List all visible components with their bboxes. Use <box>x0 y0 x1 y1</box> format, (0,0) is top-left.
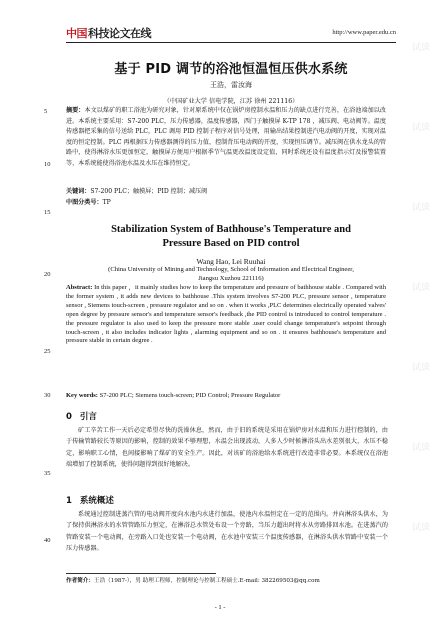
authors-cn: 王浩，雷汝海 <box>210 81 252 89</box>
line-number: 20 <box>44 271 51 278</box>
keywords-en-label: Key words: <box>66 392 98 399</box>
section-number: 1 <box>66 496 72 506</box>
affiliation-en <box>66 266 396 283</box>
footnote-divider <box>66 573 216 574</box>
keywords-en-text: S7-200 PLC; Siemens touch-screen; PID Control; Pressure Regulator <box>97 392 281 399</box>
abstract-en-label: Abstract: <box>66 284 93 291</box>
footnote-label: 作者简介： <box>66 578 94 584</box>
line-number: 25 <box>44 348 51 355</box>
logo-red-text: 中国 <box>66 27 87 40</box>
abstract-en-text: In this paper ，it mainly studies how to keep the temperature and pressure of bathhouse stable . Compared with the former system , it adds new devices to bathhouse .This system involves S7-200 PLC, pressure sensor , temperature sensor , Siemens touch-screen , pressure regulator and so on . when it works ,PLC determines electrically operated valves' open degree by pressure sensor's and temperature sensor's feedback ,the PID control is introduced to control temperature . the pressure regulator is also used to keep the pressure more stable .user could change temperature's setpoint through touch-screen , it also includes indicator lights , alarming equipment and so on . it ensures bathhouse's temperature and pressure stable in certain degree . <box>66 284 386 345</box>
line-number: 40 <box>44 537 51 544</box>
journal-header <box>66 26 396 40</box>
watermark: 试读 <box>412 443 431 453</box>
line-number: 35 <box>44 470 51 477</box>
watermark: 试读 <box>412 363 431 373</box>
section-heading <box>66 410 97 422</box>
section-title: 引言 <box>79 412 97 422</box>
section-title: 系统概述 <box>79 496 114 506</box>
journal-logo[interactable] <box>66 26 151 40</box>
section-heading <box>66 494 114 506</box>
abstract-cn <box>66 106 386 169</box>
line-number: 10 <box>44 161 51 168</box>
section-body: 矿工辛苦工作一天后必定希望尽快的洗澡休息，然而，由于旧的系统是采用在锅炉房对水温和压力进行控制的，由于传输管路较长等原因的影响，控制的效果不够理想，水温会出现波动，人多人少时候淋浴头出水差别很大，水压不稳定，影响职工心情，也间接影响了煤矿的安全生产。因此，对该矿的浴池给水系统进行改造非常必要。本系统仅在浴池端增加了控制系统，使得问题得到很好地解决。 <box>66 427 388 468</box>
paper-title-en <box>66 223 396 251</box>
affiliation-en-line: (China University of Mining and Technology, School of Information and Electrical Engineer, <box>108 266 354 273</box>
paper-title-cn: 基于 PID 调节的浴池恒温恒压供水系统 <box>114 62 348 77</box>
title-en-line: Stabilization System of Bathhouse's Temperature and <box>111 224 351 235</box>
line-number: 15 <box>44 209 51 216</box>
header-divider <box>66 42 396 43</box>
clc-label: 中图分类号： <box>66 199 103 206</box>
section-body: 系统通过控制进蒸汽管的电动阀开度向水池内水进行加温，使池内水温恒定在一定的范围内。并向淋浴头供水，为了保持供淋浴水的水管管路压力恒定，在淋浴总水管处布设一个旁路，当压力超出时将水从旁路排回水池。在进蒸汽的管路安装一个电动阀，在旁路入口处也安装一个电动阀，在水池中安装三个温度传感器，在淋浴头供水管路中安装一个压力传感器。 <box>66 511 388 552</box>
keywords-en <box>66 392 386 399</box>
page-number: - 1 - <box>214 604 226 611</box>
keywords-cn <box>66 186 386 195</box>
line-number: 5 <box>44 108 48 115</box>
clc-text: TP <box>102 199 111 206</box>
abstract-cn-text: 本文以煤矿的职工浴池为研究对象，针对原系统中仅在锅炉房控制水温和压力的缺点进行完善，在浴池端加以改进。本系统主要采用：S7-200 PLC，压力传感器，温度传感器，西门子触摸屏 K-TP 178 ，减压阀、电动阀等。温度传感器把采集的信号送给 PLC，PLC 调用 PID 控制子程序对信号处理，用输出结果控制进汽电动阀的开度，实现对温度的恒定控制。PLC 再根据压力传感器测得的压力值，控制背压电动阀的开度，实现恒压调节。减压阀在供水龙头的管路中，使得淋浴水压更加恒定，触摸屏方便用户根据季节气温更改温度设定值，同时系统还设有温度指示灯及报警装置等，本系统能使得浴池水温及水压在维持恒定。 <box>66 107 387 167</box>
title-en-line: Pressure Based on PID control <box>162 238 300 249</box>
watermark: 试读 <box>412 123 431 133</box>
logo-black-text: 科技论文在线 <box>88 27 151 40</box>
watermark: 试读 <box>412 203 431 213</box>
affiliation-en-line: Jiangsu Xuzhou 221116) <box>198 274 264 282</box>
line-number: 30 <box>44 392 51 399</box>
keywords-cn-text: S7-200 PLC；触摸屏；PID 控制；减压阀 <box>90 188 208 195</box>
watermark: 试读 <box>412 283 431 293</box>
abstract-en <box>66 284 386 346</box>
keywords-cn-label: 关键词： <box>66 188 91 195</box>
footnote-text: 王浩（1987-），男 助理工程师，控制理论与控制工程硕士.E-mail: 382269503@qq.com <box>93 578 320 584</box>
classification-code <box>66 197 386 206</box>
site-url-link[interactable]: http://www.paper.edu.cn <box>332 29 396 36</box>
affiliation-cn: （中国矿业大学 信电学院，江苏 徐州 221116） <box>163 98 299 105</box>
watermark: 试读 <box>412 43 431 53</box>
watermark: 试读 <box>412 523 431 533</box>
section-number: 0 <box>66 412 72 422</box>
authors-en: Wang Hao, Lei Ruuhai <box>196 257 266 266</box>
author-footnote <box>66 576 396 584</box>
abstract-cn-label: 摘要： <box>66 107 85 114</box>
